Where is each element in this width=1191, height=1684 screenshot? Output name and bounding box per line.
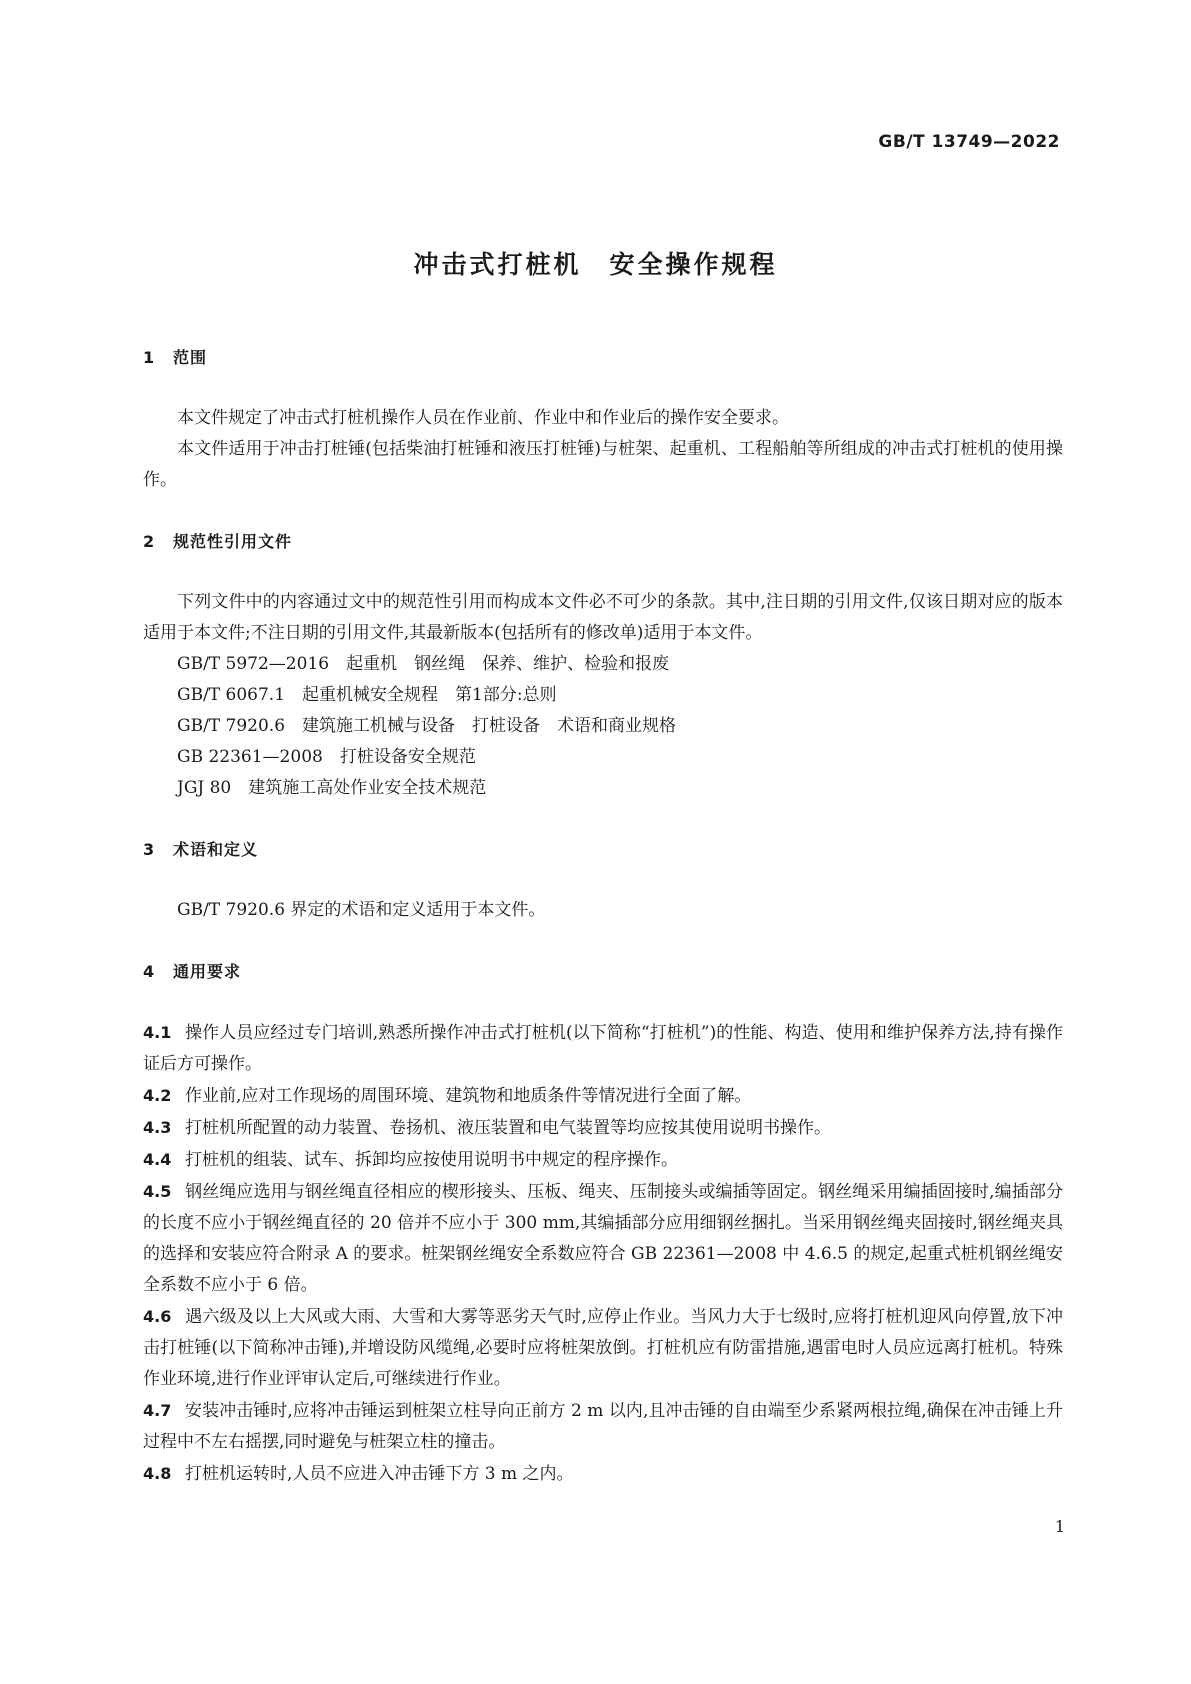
section-heading-general-requirements xyxy=(143,956,1063,987)
clause-4-3 xyxy=(143,1112,1063,1144)
reference-item: GB/T 7920.6 建筑施工机械与设备 打桩设备 术语和商业规格 xyxy=(177,716,677,736)
page-number: 1 xyxy=(1054,1517,1065,1536)
section-heading-scope xyxy=(143,342,1063,373)
section-title: 通用要求 xyxy=(173,962,242,981)
clause-text: 安装冲击锤时,应将冲击锤运到桩架立柱导向正前方 2 m 以内,且冲击锤的自由端至少系紧两根拉绳,确保在冲击锤上升过程中不左右摇摆,同时避免与桩架立柱的撞击。 xyxy=(143,1401,1063,1452)
section-heading-terms xyxy=(143,834,1063,865)
standard-number: GB/T 13749—2022 xyxy=(878,132,1060,152)
paragraph: 本文件适用于冲击打桩锤(包括柴油打桩锤和液压打桩锤)与桩架、起重机、工程船舶等所组成的冲击式打桩机的使用操作。 xyxy=(143,439,1063,490)
clause-number: 4.4 xyxy=(143,1150,172,1169)
clause-4-7 xyxy=(143,1395,1063,1458)
clause-number: 4.1 xyxy=(143,1023,172,1042)
clause-number: 4.6 xyxy=(143,1307,172,1326)
reference-item: GB 22361—2008 打桩设备安全规范 xyxy=(177,747,476,767)
clause-4-2 xyxy=(143,1080,1063,1112)
clause-number: 4.5 xyxy=(143,1182,172,1201)
clause-text: 操作人员应经过专门培训,熟悉所操作冲击式打桩机(以下简称“打桩机”)的性能、构造、使用和维护保养方法,持有操作证后方可操作。 xyxy=(143,1023,1063,1074)
reference-item: GB/T 5972—2016 起重机 钢丝绳 保养、维护、检验和报废 xyxy=(177,654,670,674)
section-number: 1 xyxy=(143,348,156,367)
paragraph: GB/T 7920.6 界定的术语和定义适用于本文件。 xyxy=(177,900,546,920)
clause-number: 4.7 xyxy=(143,1401,172,1420)
section-number: 3 xyxy=(143,840,156,859)
clause-4-1 xyxy=(143,1017,1063,1080)
section-number: 4 xyxy=(143,962,156,981)
clause-text: 打桩机的组装、试车、拆卸均应按使用说明书中规定的程序操作。 xyxy=(185,1150,678,1170)
section-title: 规范性引用文件 xyxy=(173,532,293,551)
paragraph: 本文件规定了冲击式打桩机操作人员在作业前、作业中和作业后的操作安全要求。 xyxy=(177,408,789,428)
paragraph: 下列文件中的内容通过文中的规范性引用而构成本文件必不可少的条款。其中,注日期的引用文件,仅该日期对应的版本适用于本文件;不注日期的引用文件,其最新版本(包括所有的修改单)适用于本文件。 xyxy=(143,592,1063,643)
clause-number: 4.3 xyxy=(143,1118,172,1137)
clause-text: 遇六级及以上大风或大雨、大雪和大雾等恶劣天气时,应停止作业。当风力大于七级时,应将打桩机迎风向停置,放下冲击打桩锤(以下简称冲击锤),并增设防风缆绳,必要时应将桩架放倒。打桩机应有防雷措施,遇雷电时人员应远离打桩机。特殊作业环境,进行作业评审认定后,可继续进行作业。 xyxy=(143,1307,1063,1389)
section-title: 术语和定义 xyxy=(173,840,259,859)
section-heading-normative-references xyxy=(143,526,1063,557)
reference-item: GB/T 6067.1 起重机械安全规程 第1部分:总则 xyxy=(177,685,557,705)
section-number: 2 xyxy=(143,532,156,551)
document-title: 冲击式打桩机 安全操作规程 xyxy=(413,250,778,279)
clause-text: 打桩机运转时,人员不应进入冲击锤下方 3 m 之内。 xyxy=(185,1464,574,1484)
clause-number: 4.8 xyxy=(143,1464,172,1483)
document-body xyxy=(143,342,1063,1490)
clause-text: 作业前,应对工作现场的周围环境、建筑物和地质条件等情况进行全面了解。 xyxy=(185,1086,752,1106)
clause-4-8 xyxy=(143,1458,1063,1490)
clause-text: 打桩机所配置的动力装置、卷扬机、液压装置和电气装置等均应按其使用说明书操作。 xyxy=(185,1118,831,1138)
clause-4-5 xyxy=(143,1176,1063,1301)
clause-4-6 xyxy=(143,1301,1063,1395)
clause-4-4 xyxy=(143,1144,1063,1176)
reference-item: JGJ 80 建筑施工高处作业安全技术规范 xyxy=(177,778,487,798)
clause-number: 4.2 xyxy=(143,1086,172,1105)
section-title: 范围 xyxy=(173,348,208,367)
clause-text: 钢丝绳应选用与钢丝绳直径相应的楔形接头、压板、绳夹、压制接头或编插等固定。钢丝绳采用编插固接时,编插部分的长度不应小于钢丝绳直径的 20 倍并不应小于 300 mm,其编插部分应用细钢丝捆扎。当采用钢丝绳夹固接时,钢丝绳夹具的选择和安装应符合附录 A 的要求。桩架钢丝绳安全系数应符合 GB 22361—2008 中 4.6.5 的规定,起重式桩机钢丝绳安全系数不应小于 6 倍。 xyxy=(143,1182,1063,1295)
